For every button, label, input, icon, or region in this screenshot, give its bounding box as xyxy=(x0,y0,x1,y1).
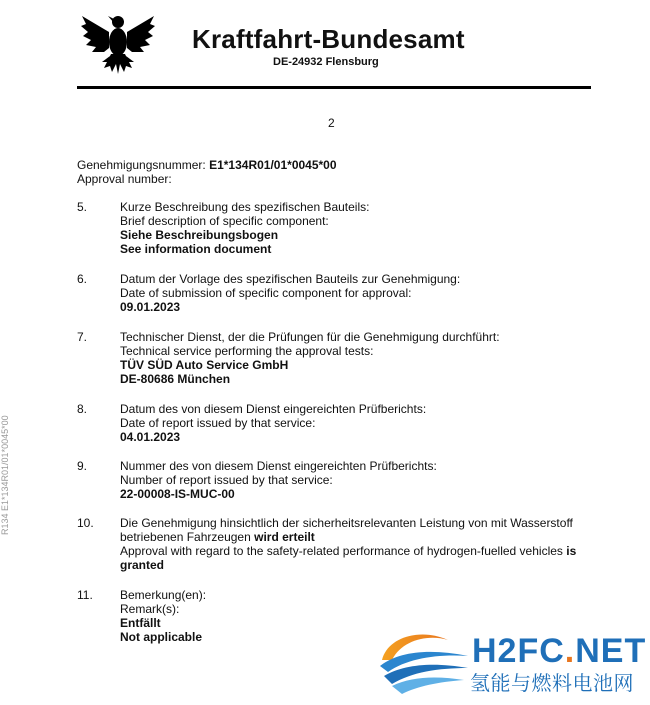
item-9 xyxy=(120,459,437,501)
item-text: Technischer Dienst, der die Prüfungen für die Genehmigung durchführt: xyxy=(120,330,500,344)
item-text xyxy=(120,530,576,544)
item-text-bold: is xyxy=(566,544,577,558)
item-value: granted xyxy=(120,558,165,572)
approval-number-line xyxy=(77,158,337,172)
item-10 xyxy=(120,516,576,572)
item-value: 09.01.2023 xyxy=(120,300,181,314)
item-number: 7. xyxy=(77,330,88,344)
item-text: Date of submission of specific component for approval: xyxy=(120,286,412,300)
item-value: See information document xyxy=(120,242,272,256)
item-text-bold: wird erteilt xyxy=(254,530,315,544)
item-value: Entfällt xyxy=(120,616,161,630)
item-text: Number of report issued by that service: xyxy=(120,473,333,487)
item-text-plain: betriebenen Fahrzeugen xyxy=(120,530,255,544)
item-number: 9. xyxy=(77,459,88,473)
item-number: 11. xyxy=(77,588,93,602)
item-text: Kurze Beschreibung des spezifischen Bauteils: xyxy=(120,200,370,214)
item-value: Siehe Beschreibungsbogen xyxy=(120,228,279,242)
item-8 xyxy=(120,402,426,444)
item-text: Brief description of specific component: xyxy=(120,214,329,228)
item-text: Remark(s): xyxy=(120,602,180,616)
approval-label-en: Approval number: xyxy=(77,172,172,186)
brand-main: H2FC xyxy=(472,632,565,670)
item-text: Date of report issued by that service: xyxy=(120,416,316,430)
item-text: Die Genehmigung hinsichtlich der sicherheitsrelevanten Leistung von mit Wasserstoff xyxy=(120,516,573,530)
org-name: Kraftfahrt-Bundesamt xyxy=(192,24,465,54)
brand-dot: . xyxy=(564,632,576,670)
item-number: 5. xyxy=(77,200,88,214)
item-11 xyxy=(120,588,206,644)
item-value: TÜV SÜD Auto Service GmbH xyxy=(120,358,289,372)
item-text-plain: Approval with regard to the safety-related performance of hydrogen-fuelled vehicles xyxy=(120,544,567,558)
brand-tld: NET xyxy=(575,632,647,670)
org-address: DE-24932 Flensburg xyxy=(273,56,379,68)
item-number: 8. xyxy=(77,402,88,416)
item-7 xyxy=(120,330,500,386)
item-5 xyxy=(120,200,369,256)
watermark-subtitle: 氢能与燃料电池网 xyxy=(470,673,634,695)
eagle-emblem-icon xyxy=(80,10,156,76)
item-value: 04.01.2023 xyxy=(120,430,181,444)
page-number: 2 xyxy=(328,116,335,130)
item-text: Datum des von diesem Dienst eingereichten Prüfberichts: xyxy=(120,402,427,416)
item-value: 22-00008-IS-MUC-00 xyxy=(120,487,235,501)
item-text: Bemerkung(en): xyxy=(120,588,207,602)
approval-number: E1*134R01/01*0045*00 xyxy=(209,158,337,172)
side-reference-text: R134 E1*134R01/01*0045*00 xyxy=(0,415,10,535)
approval-label-de: Genehmigungsnummer: xyxy=(77,158,206,172)
item-value: DE-80686 München xyxy=(120,372,231,386)
item-number: 10. xyxy=(77,516,94,530)
item-text: Nummer des von diesem Dienst eingereichten Prüfberichts: xyxy=(120,459,437,473)
item-value: Not applicable xyxy=(120,630,203,644)
h2fc-wave-logo-icon xyxy=(378,626,470,696)
item-number: 6. xyxy=(77,272,88,286)
item-text: Datum der Vorlage des spezifischen Bauteils zur Genehmigung: xyxy=(120,272,461,286)
item-text xyxy=(120,544,576,558)
header-divider xyxy=(77,86,591,89)
watermark-brand xyxy=(472,632,646,671)
item-text: Technical service performing the approval tests: xyxy=(120,344,374,358)
item-6 xyxy=(120,272,460,314)
